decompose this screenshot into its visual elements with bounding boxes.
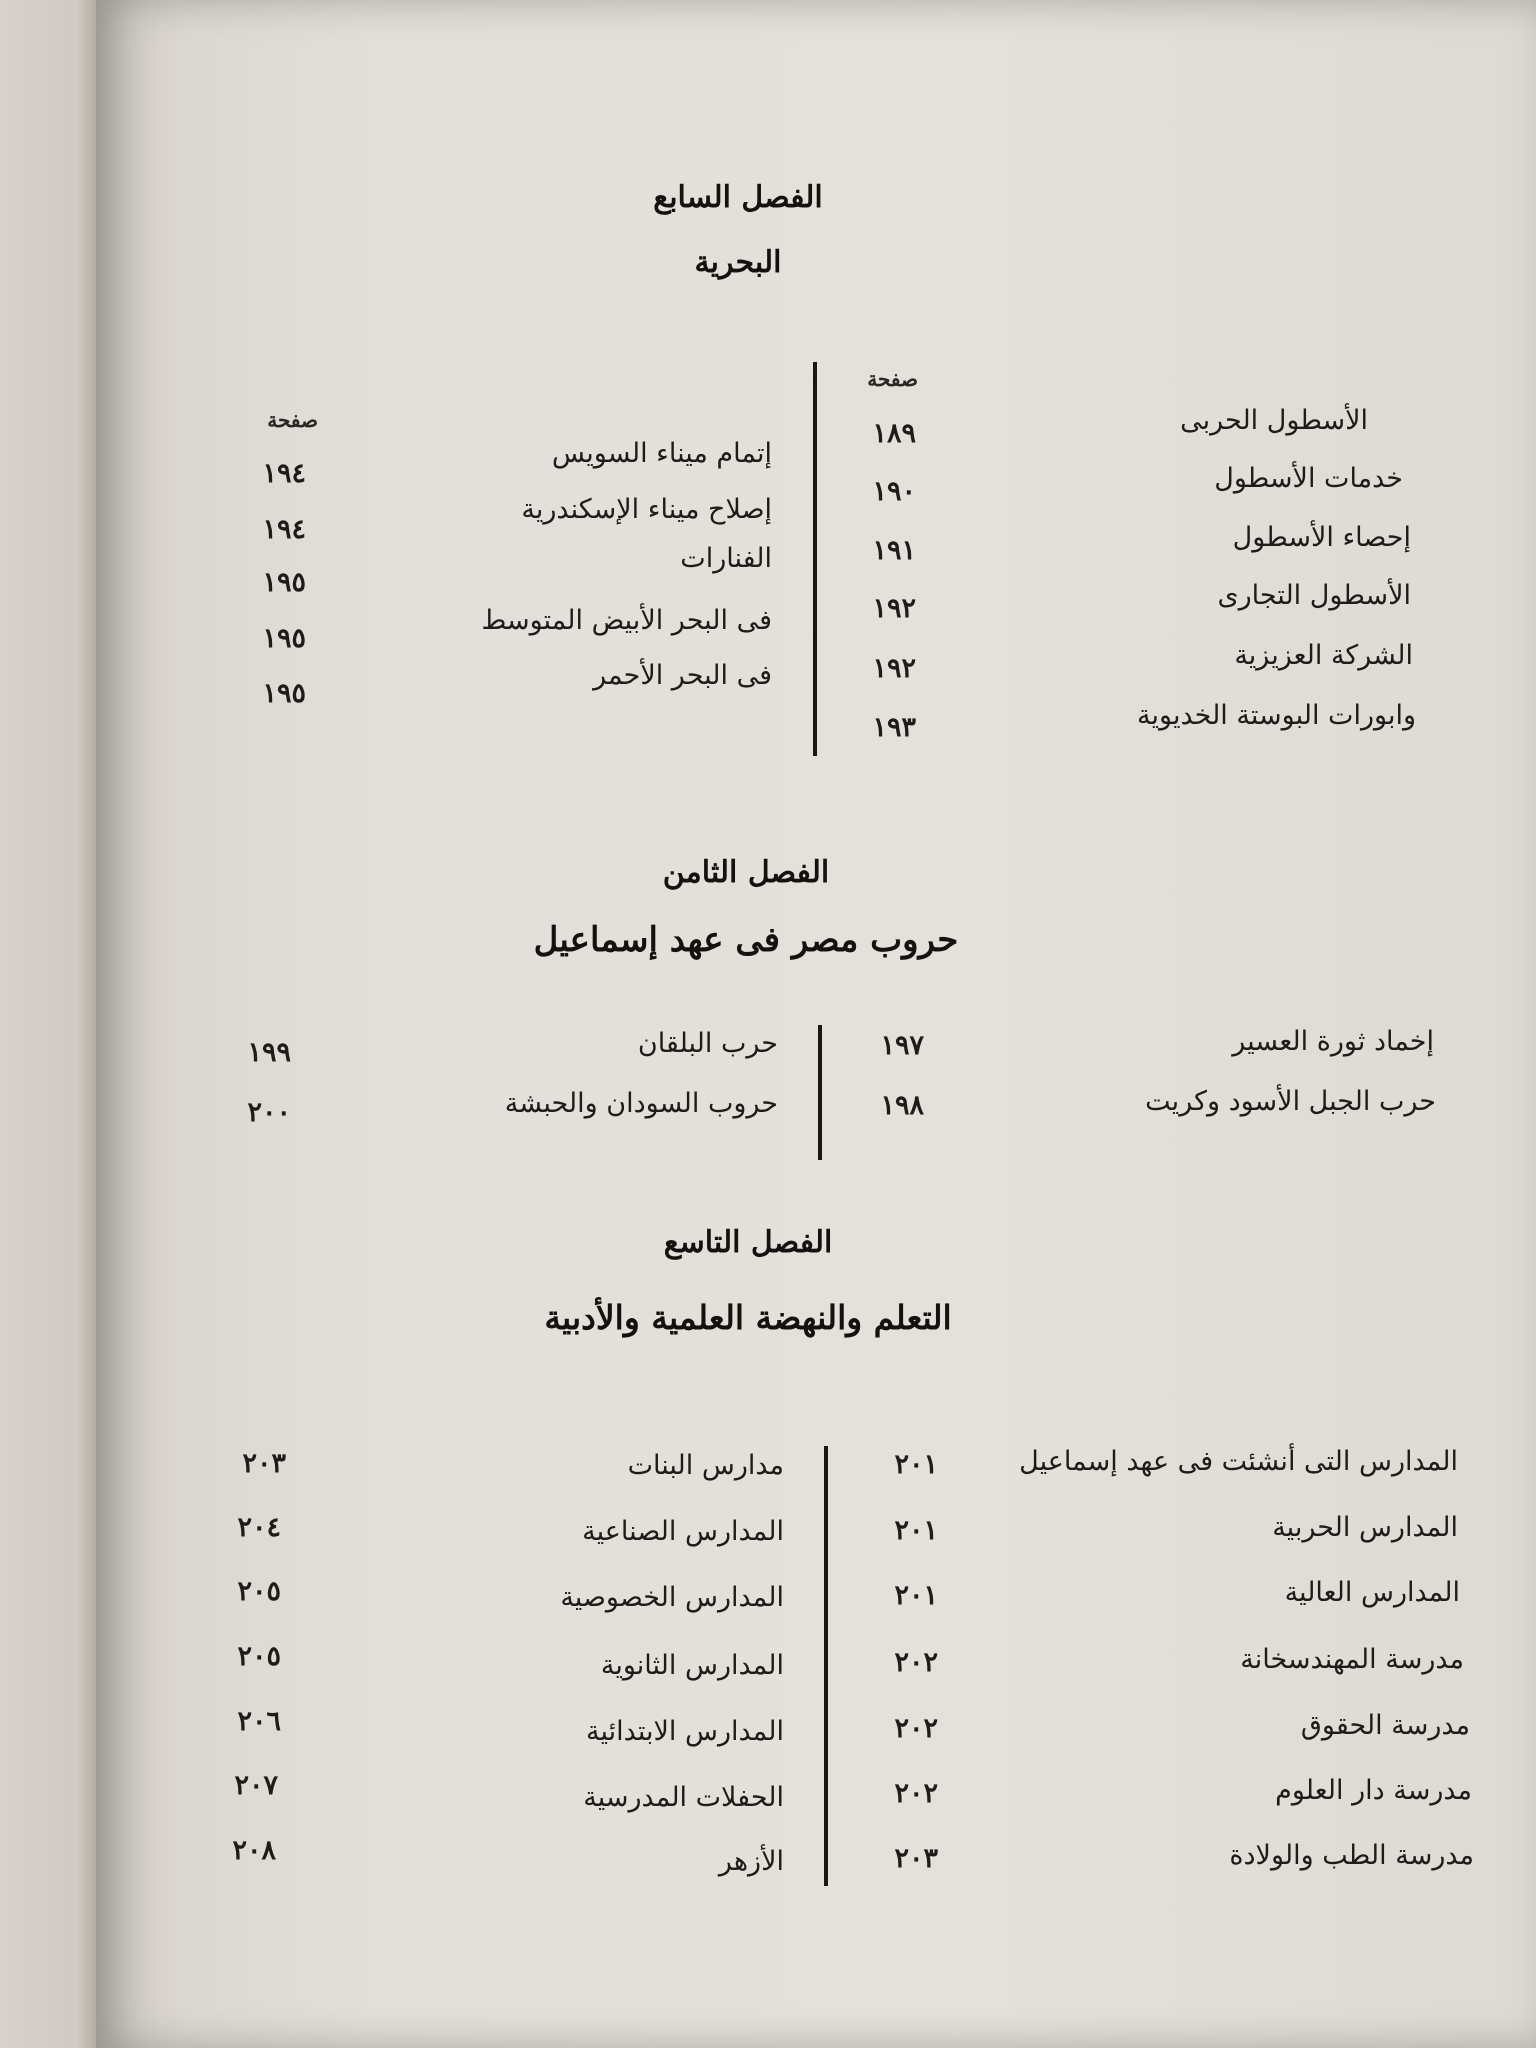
toc-entry-label: الأزهر xyxy=(718,1846,784,1877)
toc-entry-label: حرب البلقان xyxy=(637,1028,778,1059)
chapter8-subtitle: حروب مصر فى عهد إسماعيل xyxy=(533,920,959,960)
chapter8-title: الفصل الثامن xyxy=(662,855,830,890)
chapter7-subtitle: البحرية xyxy=(694,245,782,280)
toc-entry-label: المدارس الصناعية xyxy=(582,1516,784,1547)
page-column-label-right: صفحة xyxy=(867,367,918,391)
toc-entry-label: مدرسة الطب والولادة xyxy=(1229,1840,1474,1871)
chapter8-divider xyxy=(818,1025,822,1160)
chapter9-subtitle: التعلم والنهضة العلمية والأدبية xyxy=(544,1298,952,1337)
toc-entry-label: مدارس البنات xyxy=(627,1450,784,1481)
toc-entry-label: الأسطول الحربى xyxy=(1180,405,1368,436)
toc-entry-label: حروب السودان والحبشة xyxy=(504,1088,778,1119)
toc-entry-page: ٢٠١ xyxy=(894,1515,938,1546)
toc-entry-label: إصلاح ميناء الإسكندرية xyxy=(521,494,772,525)
toc-entry-page: ١٩٥ xyxy=(262,567,306,598)
toc-entry-label: المدارس الثانوية xyxy=(600,1650,784,1681)
toc-entry-label: وابورات البوستة الخديوية xyxy=(1137,700,1416,731)
toc-entry-page: ٢٠٤ xyxy=(237,1512,281,1543)
toc-entry-label: المدارس الابتدائية xyxy=(586,1716,784,1747)
toc-entry-page: ١٩٥ xyxy=(262,623,306,654)
toc-entry-page: ٢٠٧ xyxy=(234,1770,278,1801)
toc-entry-page: ١٩٢ xyxy=(872,653,916,684)
toc-entry-label: الأسطول التجارى xyxy=(1217,580,1411,611)
toc-entry-label: الشركة العزيزية xyxy=(1234,640,1413,671)
chapter7-divider xyxy=(813,362,817,756)
toc-entry-label: المدارس العالية xyxy=(1284,1577,1460,1608)
toc-entry-label: الفنارات xyxy=(680,543,772,574)
toc-entry-page: ٢٠٠ xyxy=(247,1097,291,1128)
toc-entry-label: إحصاء الأسطول xyxy=(1232,522,1411,553)
toc-entry-label: المدارس الخصوصية xyxy=(560,1582,784,1613)
toc-entry-page: ٢٠٢ xyxy=(894,1647,938,1678)
toc-entry-label: فى البحر الأحمر xyxy=(593,660,772,691)
toc-entry-page: ٢٠٢ xyxy=(894,1778,938,1809)
chapter7-title: الفصل السابع xyxy=(653,180,823,215)
toc-entry-label: خدمات الأسطول xyxy=(1214,463,1403,494)
previous-page-edge xyxy=(0,0,110,2048)
toc-entry-page: ٢٠٨ xyxy=(232,1835,276,1866)
toc-entry-page: ١٩٤ xyxy=(262,514,306,545)
toc-entry-page: ٢٠١ xyxy=(894,1580,938,1611)
toc-entry-label: المدارس التى أنشئت فى عهد إسماعيل xyxy=(1019,1446,1458,1477)
toc-entry-page: ١٩٣ xyxy=(872,712,916,743)
chapter9-title: الفصل التاسع xyxy=(663,1225,833,1260)
toc-entry-page: ١٩٤ xyxy=(262,458,306,489)
toc-entry-page: ٢٠٥ xyxy=(237,1576,281,1607)
toc-entry-label: مدرسة الحقوق xyxy=(1300,1710,1470,1741)
page-column-label-left: صفحة xyxy=(267,408,318,432)
toc-entry-label: إخماد ثورة العسير xyxy=(1232,1026,1434,1057)
toc-entry-label: الحفلات المدرسية xyxy=(583,1782,784,1813)
toc-entry-page: ١٩٧ xyxy=(880,1030,924,1061)
toc-entry-page: ١٩٥ xyxy=(262,678,306,709)
toc-entry-page: ٢٠١ xyxy=(894,1449,938,1480)
toc-entry-page: ١٩٢ xyxy=(872,593,916,624)
toc-entry-page: ١٩١ xyxy=(872,535,916,566)
toc-entry-page: ٢٠٣ xyxy=(242,1448,286,1479)
toc-entry-label: فى البحر الأبيض المتوسط xyxy=(481,605,772,636)
toc-entry-page: ٢٠٦ xyxy=(237,1706,281,1737)
toc-entry-page: ٢٠٥ xyxy=(237,1641,281,1672)
toc-entry-page: ١٩٨ xyxy=(880,1090,924,1121)
toc-entry-page: ١٩٩ xyxy=(247,1037,291,1068)
toc-entry-page: ١٩٠ xyxy=(872,476,916,507)
toc-entry-page: ١٨٩ xyxy=(872,418,916,449)
toc-entry-label: مدرسة المهندسخانة xyxy=(1240,1644,1464,1675)
toc-entry-label: المدارس الحربية xyxy=(1272,1512,1458,1543)
toc-entry-label: مدرسة دار العلوم xyxy=(1275,1775,1472,1806)
toc-entry-label: إتمام ميناء السويس xyxy=(551,438,772,469)
toc-entry-page: ٢٠٣ xyxy=(894,1843,938,1874)
chapter9-divider xyxy=(824,1446,828,1886)
toc-entry-label: حرب الجبل الأسود وكريت xyxy=(1145,1086,1436,1117)
toc-entry-page: ٢٠٢ xyxy=(894,1713,938,1744)
